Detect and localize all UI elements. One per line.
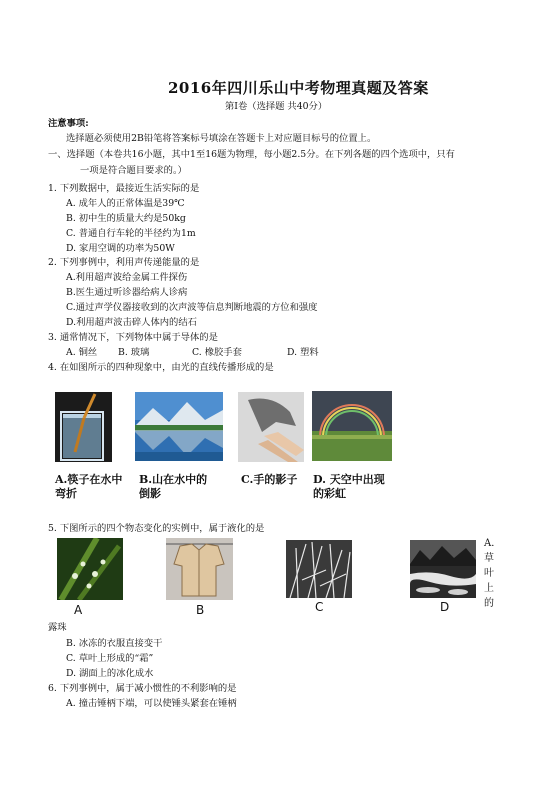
- question-5-letter-c: C: [315, 600, 324, 614]
- question-1-option-c: C. 普通自行车轮的半径约为1m: [66, 228, 196, 239]
- question-5-option-b: B. 冰冻的衣服直接变干: [66, 638, 163, 649]
- question-5-continuation: 露珠: [48, 622, 67, 633]
- question-5-option-c: C. 草叶上形成的“霜”: [66, 653, 154, 664]
- question-1-option-b: B. 初中生的质量大约是50kg: [66, 213, 186, 224]
- notice-heading: 注意事项:: [48, 118, 89, 129]
- question-5-letter-a: A: [74, 603, 83, 617]
- frozen-clothes-image: [166, 538, 233, 600]
- question-4-caption-b: B.山在水中的倒影: [139, 473, 208, 500]
- paper-subtitle: 第Ⅰ卷（选择题 共40分）: [225, 101, 328, 112]
- question-2-stem: 2. 下列事例中，利用声传递能量的是: [48, 257, 200, 268]
- question-1-option-d: D. 家用空调的功率为50W: [66, 243, 175, 254]
- mountain-reflection-image: [135, 392, 223, 461]
- question-4-caption-a: A.筷子在水中弯折: [55, 473, 123, 500]
- notice-text: 选择题必须使用2B铅笔将答案标号填涂在答题卡上对应题目标号的位置上。: [66, 133, 377, 144]
- question-5-letter-d: D: [440, 600, 450, 614]
- question-6-option-a: A. 撞击锤柄下端，可以使锤头紧套在锤柄: [66, 698, 237, 709]
- dew-on-grass-image: [57, 538, 123, 600]
- question-5-option-d: D. 湖面上的冰化成水: [66, 668, 154, 679]
- question-1-stem: 1. 下列数据中，最接近生活实际的是: [48, 183, 200, 194]
- frost-on-grass-image: [286, 540, 352, 598]
- hand-shadow-image: [238, 392, 304, 462]
- question-6-stem: 6. 下列事例中，属于减小惯性的不利影响的是: [48, 683, 237, 694]
- frozen-lake-image: [410, 540, 476, 598]
- question-2-option-b: B.医生通过听诊器给病人诊病: [66, 287, 188, 298]
- question-3-option-d: D. 塑料: [287, 347, 319, 358]
- question-4-stem: 4. 在如图所示的四种现象中，由光的直线传播形成的是: [48, 362, 274, 373]
- page-title: 2016年四川乐山中考物理真题及答案: [168, 79, 429, 97]
- question-2-option-a: A.利用超声波给金属工件探伤: [66, 272, 188, 283]
- chopsticks-in-water-image: [55, 392, 112, 462]
- question-1-option-a: A. 成年人的正常体温是39℃: [66, 198, 185, 209]
- question-5-letter-b: B: [196, 603, 205, 617]
- question-3-option-a: A. 铜丝: [66, 347, 98, 358]
- question-2-option-c: C.通过声学仪器接收到的次声波等信息判断地震的方位和强度: [66, 302, 318, 313]
- question-3-stem: 3. 通常情况下，下列物体中属于导体的是: [48, 332, 218, 343]
- question-5-stem: 5. 下图所示的四个物态变化的实例中，属于液化的是: [48, 523, 265, 534]
- section-heading-line2: 一项是符合题目要求的。）: [80, 165, 187, 176]
- question-5-side-text: A．草叶上的: [484, 538, 502, 609]
- question-3-option-b: B. 玻璃: [118, 347, 150, 358]
- question-2-option-d: D.利用超声波击碎人体内的结石: [66, 317, 197, 328]
- question-4-caption-d: D. 天空中出现的彩虹: [313, 473, 385, 500]
- question-4-caption-c: C.手的影子: [241, 473, 298, 486]
- rainbow-image: [312, 391, 392, 461]
- question-3-option-c: C. 橡胶手套: [192, 347, 242, 358]
- section-heading-line1: 一、选择题（本卷共16小题，其中1至16题为物理，每小题2.5分。在下列各题的四个选项中，只有: [48, 149, 455, 160]
